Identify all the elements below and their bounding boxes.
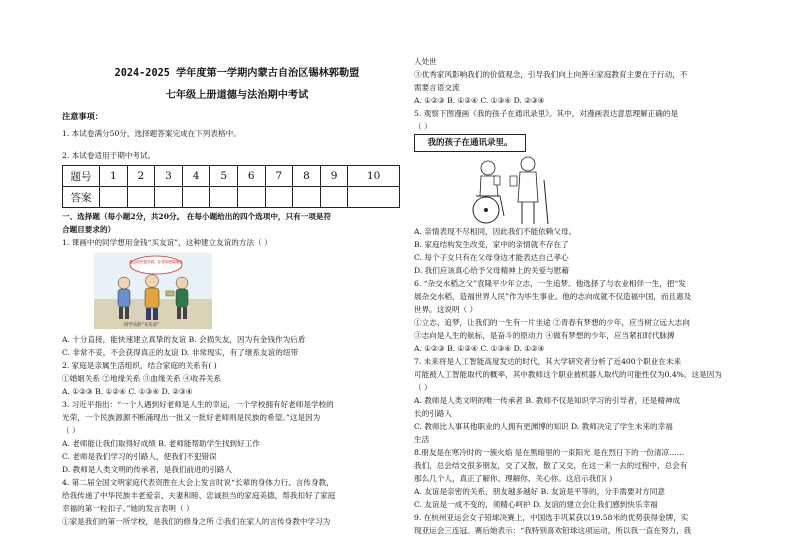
cartoon-speech-text: 我会给你很多钱，让你和我做朋友 [129, 260, 183, 264]
answer-cell[interactable] [265, 187, 293, 208]
question-text-line: 世界。这说明（ ） [414, 305, 478, 314]
answer-cell[interactable] [320, 187, 348, 208]
question-text-line: 1. 课画中的同学想用金钱“买友谊”，这种建立友谊的方法（ ） [62, 238, 272, 247]
question-text-line: （ ） [62, 426, 80, 435]
question-text-line: A. ①②③ B. ①②④ C. ①③④ D. ①②④ [414, 344, 545, 353]
question-text-line: C. 非常不妥，不会获得真正的友谊 D. 非常现实，有了继系友谊的纽带 [62, 348, 299, 357]
answer-table [62, 165, 400, 208]
question-text-line: 给我传递了中华民族丰老爱亲、夫妻和睦、忠诚担当的家庭美德，帮我扣好了家庭 [62, 491, 336, 500]
question-text-line: 7. 未来将是人工智能高度发达的时代，其大学研究者分析了近400个职业在未来 [414, 357, 682, 366]
answer-cell[interactable] [210, 187, 238, 208]
question-text-line: ①立志、追梦，让我们的一生有一片坐途 ②青春有梦想的少年，应当树立远大志向 [414, 318, 690, 327]
question-text-line: 合题目要求的） [62, 225, 116, 234]
question-text-line: 现亚运会三连冠。赛后她表示：“我特别喜欢铅球这项运动，所以我一直在努力，我 [414, 526, 692, 535]
answer-cell[interactable] [100, 187, 128, 208]
question-text-line: A. 友谊是亲密的关系，朋友越多越好 B. 友谊是平等的，分手需要对方同意 [414, 487, 665, 496]
answer-table-answer-row [63, 187, 400, 208]
question-text-line: 我们，总会结交很多朋友，交了又散，散了又交，在这一来一去的过程中，总会有 [414, 461, 688, 470]
question-text-line: A. 教师是人类文明的唯一传承者 B. 教师不仅是知识学习的引导者，还是精神成 [414, 396, 681, 405]
question-text-line: 6. “杂交水稻之父”袁隆平少年立志，一生追梦。他选择了与农业相伴一生，把“发 [414, 279, 686, 288]
question-text-line: 2. 家庭是亲属生活组织，结合家庭的关系有( ) [62, 361, 217, 370]
question-number-cell: 3 [155, 166, 183, 187]
question-text-line: 长的引路人 [414, 409, 452, 418]
question-text-line: C. 教师比人事其他职业的人拥有更渊博的知识 D. 教师决定了学生未来的幸福 [414, 422, 673, 431]
question-text-line: 4. 第二届全国文明家庭代表资胜在大会上发言时说“长辈的身体力行、言传身教， [62, 478, 334, 487]
answer-table-number-row [63, 166, 400, 187]
question-text-line: A. 十分直接，能快速建立真挚的友谊 B. 会损失友，因为有金钱作为后盾 [62, 335, 306, 344]
question-text-line: A. 老师能让我们取得好成绩 B. 老师能帮助学生找到好工作 [62, 439, 260, 448]
question-number-cell: 6 [237, 166, 265, 187]
question-text-line: 可能被人工智能取代的概率，其中教师这个职业被机器人取代的可能性仅为0.4%。这是因为 [414, 370, 722, 379]
question-text-line: D. 教师是人类文明的传承者，是我们前进的引路人 [62, 465, 233, 474]
question-text-line: A. 亲情表现不尽相同，因此我们不能依赖父母。 [414, 227, 577, 236]
cartoon-bubble: 我的孩子在通讯录里。 [414, 134, 526, 152]
question-text-line: ③优秀家风影响我们的价值观念，引导我们向上向善④家庭教育主要在于行动，不 [414, 70, 688, 79]
question-text-line: 幸福的第一粒扣子。”她的发言表明（ ） [62, 504, 194, 513]
question-text-line: B. 家庭结构发生改变，家中的亲情就不存在了 [414, 240, 569, 249]
cartoon-child-in-contacts [464, 150, 556, 226]
answer-cell[interactable] [293, 187, 321, 208]
answer-cell[interactable] [237, 187, 265, 208]
question-text-line: A. ①②③ B. ①②④ C. ①③④ D. ②③④ [62, 387, 193, 396]
question-text-line: D. 我们应该真心给予父母精神上的关爱与慰藉 [414, 266, 569, 275]
notes-item-2: 2. 本试卷适用于期中考试。 [62, 151, 156, 160]
question-text-line: 需要言语交流 [414, 83, 460, 92]
notes-heading: 注意事项： [62, 111, 103, 121]
question-number-cell: 4 [182, 166, 210, 187]
answer-cell[interactable] [182, 187, 210, 208]
question-number-cell: 8 [293, 166, 321, 187]
question-text-line: 5. 观察下图漫画《我的孩子在通讯录里》。其中，对漫画表达意思理解正确的是 [414, 109, 679, 118]
question-number-cell: 5 [210, 166, 238, 187]
question-text-line: ①家是我们的第一所学校，是我们的修身之所 ②我们在家人的言传身教中学习为 [62, 517, 331, 526]
cartoon-caption: 同学关的“买友谊” [124, 323, 160, 328]
question-text-line: A. ①②③ B. ①②④ C. ①③④ D. ②③④ [414, 96, 545, 105]
answer-cell[interactable] [155, 187, 183, 208]
exam-title-line1: 2024-2025 学年度第一学期内蒙古自治区锡林郭勒盟 [114, 68, 360, 79]
notes-item-1: 1. 本试卷满分50分，选择题答案完成在下列表格中。 [62, 129, 241, 138]
question-number-cell: 7 [265, 166, 293, 187]
question-text-line: C. 每个子女只有在父母身边才能表达自己孝心 [414, 253, 569, 262]
row-label-answer: 答案 [63, 187, 100, 208]
question-number-cell: 9 [320, 166, 348, 187]
question-text-line: 9. 在杭州亚运会女子铅球决赛上，中国选手巩某获以19.58米的优势获得金牌，实 [414, 513, 689, 522]
question-text-line: 生活 [414, 435, 430, 444]
row-label-number: 题号 [63, 166, 100, 187]
question-text-line: （ ） [414, 122, 432, 131]
answer-cell[interactable] [348, 187, 400, 208]
question-text-line: 8.朋友是在寒冷时的一簇火焰 是在黑暗里的一束阳光 是在烈日下的一份清凉…… [414, 448, 685, 457]
cartoon-buy-friendship [94, 253, 212, 329]
question-text-line: 人处世 [414, 57, 437, 66]
question-text-line: ①婚姻关系 ②地缘关系 ③血缘关系 ④收养关系 [62, 374, 222, 383]
question-text-line: 一、选择题（每小题2分，共20分。 在每小题给出的四个选项中，只有一项是符 [62, 212, 332, 221]
question-number-cell: 2 [127, 166, 155, 187]
exam-title-line2: 七年级上册道德与法治期中考试 [165, 90, 309, 101]
question-number-cell: 10 [348, 166, 400, 187]
question-text-line: C. 友谊是一成不变的，须精心呵护 D. 友谊的建立会让我们感到快乐幸福 [414, 500, 658, 509]
question-text-line: ③志向是人生的航标，是奋斗的原动力 ④做有梦想的少年，应当紧扣时代脉搏 [414, 331, 675, 340]
question-number-cell: 1 [100, 166, 128, 187]
question-text-line: C. 老师是我们学习的引路人，使我们不犯错误 [62, 452, 217, 461]
question-text-line: 那么几个人，真正了解你、理解你、关心你。这启示我们( ) [414, 474, 613, 483]
question-text-line: 展杂交水稻，造福世界人民”作为毕生事业。他的志向成就不仅造福中国，而且惠及 [414, 292, 692, 301]
question-text-line: 光荣，一个民族源源不断涌现出一批又一批好老师则是民族的希望。”这是因为 [62, 413, 321, 422]
question-text-line: 3. 习近平指出：“一个人遇到好老师是人生的幸运，一个学校拥有好老师是学校的 [62, 400, 334, 409]
question-text-line: （ ） [414, 383, 432, 392]
answer-cell[interactable] [127, 187, 155, 208]
